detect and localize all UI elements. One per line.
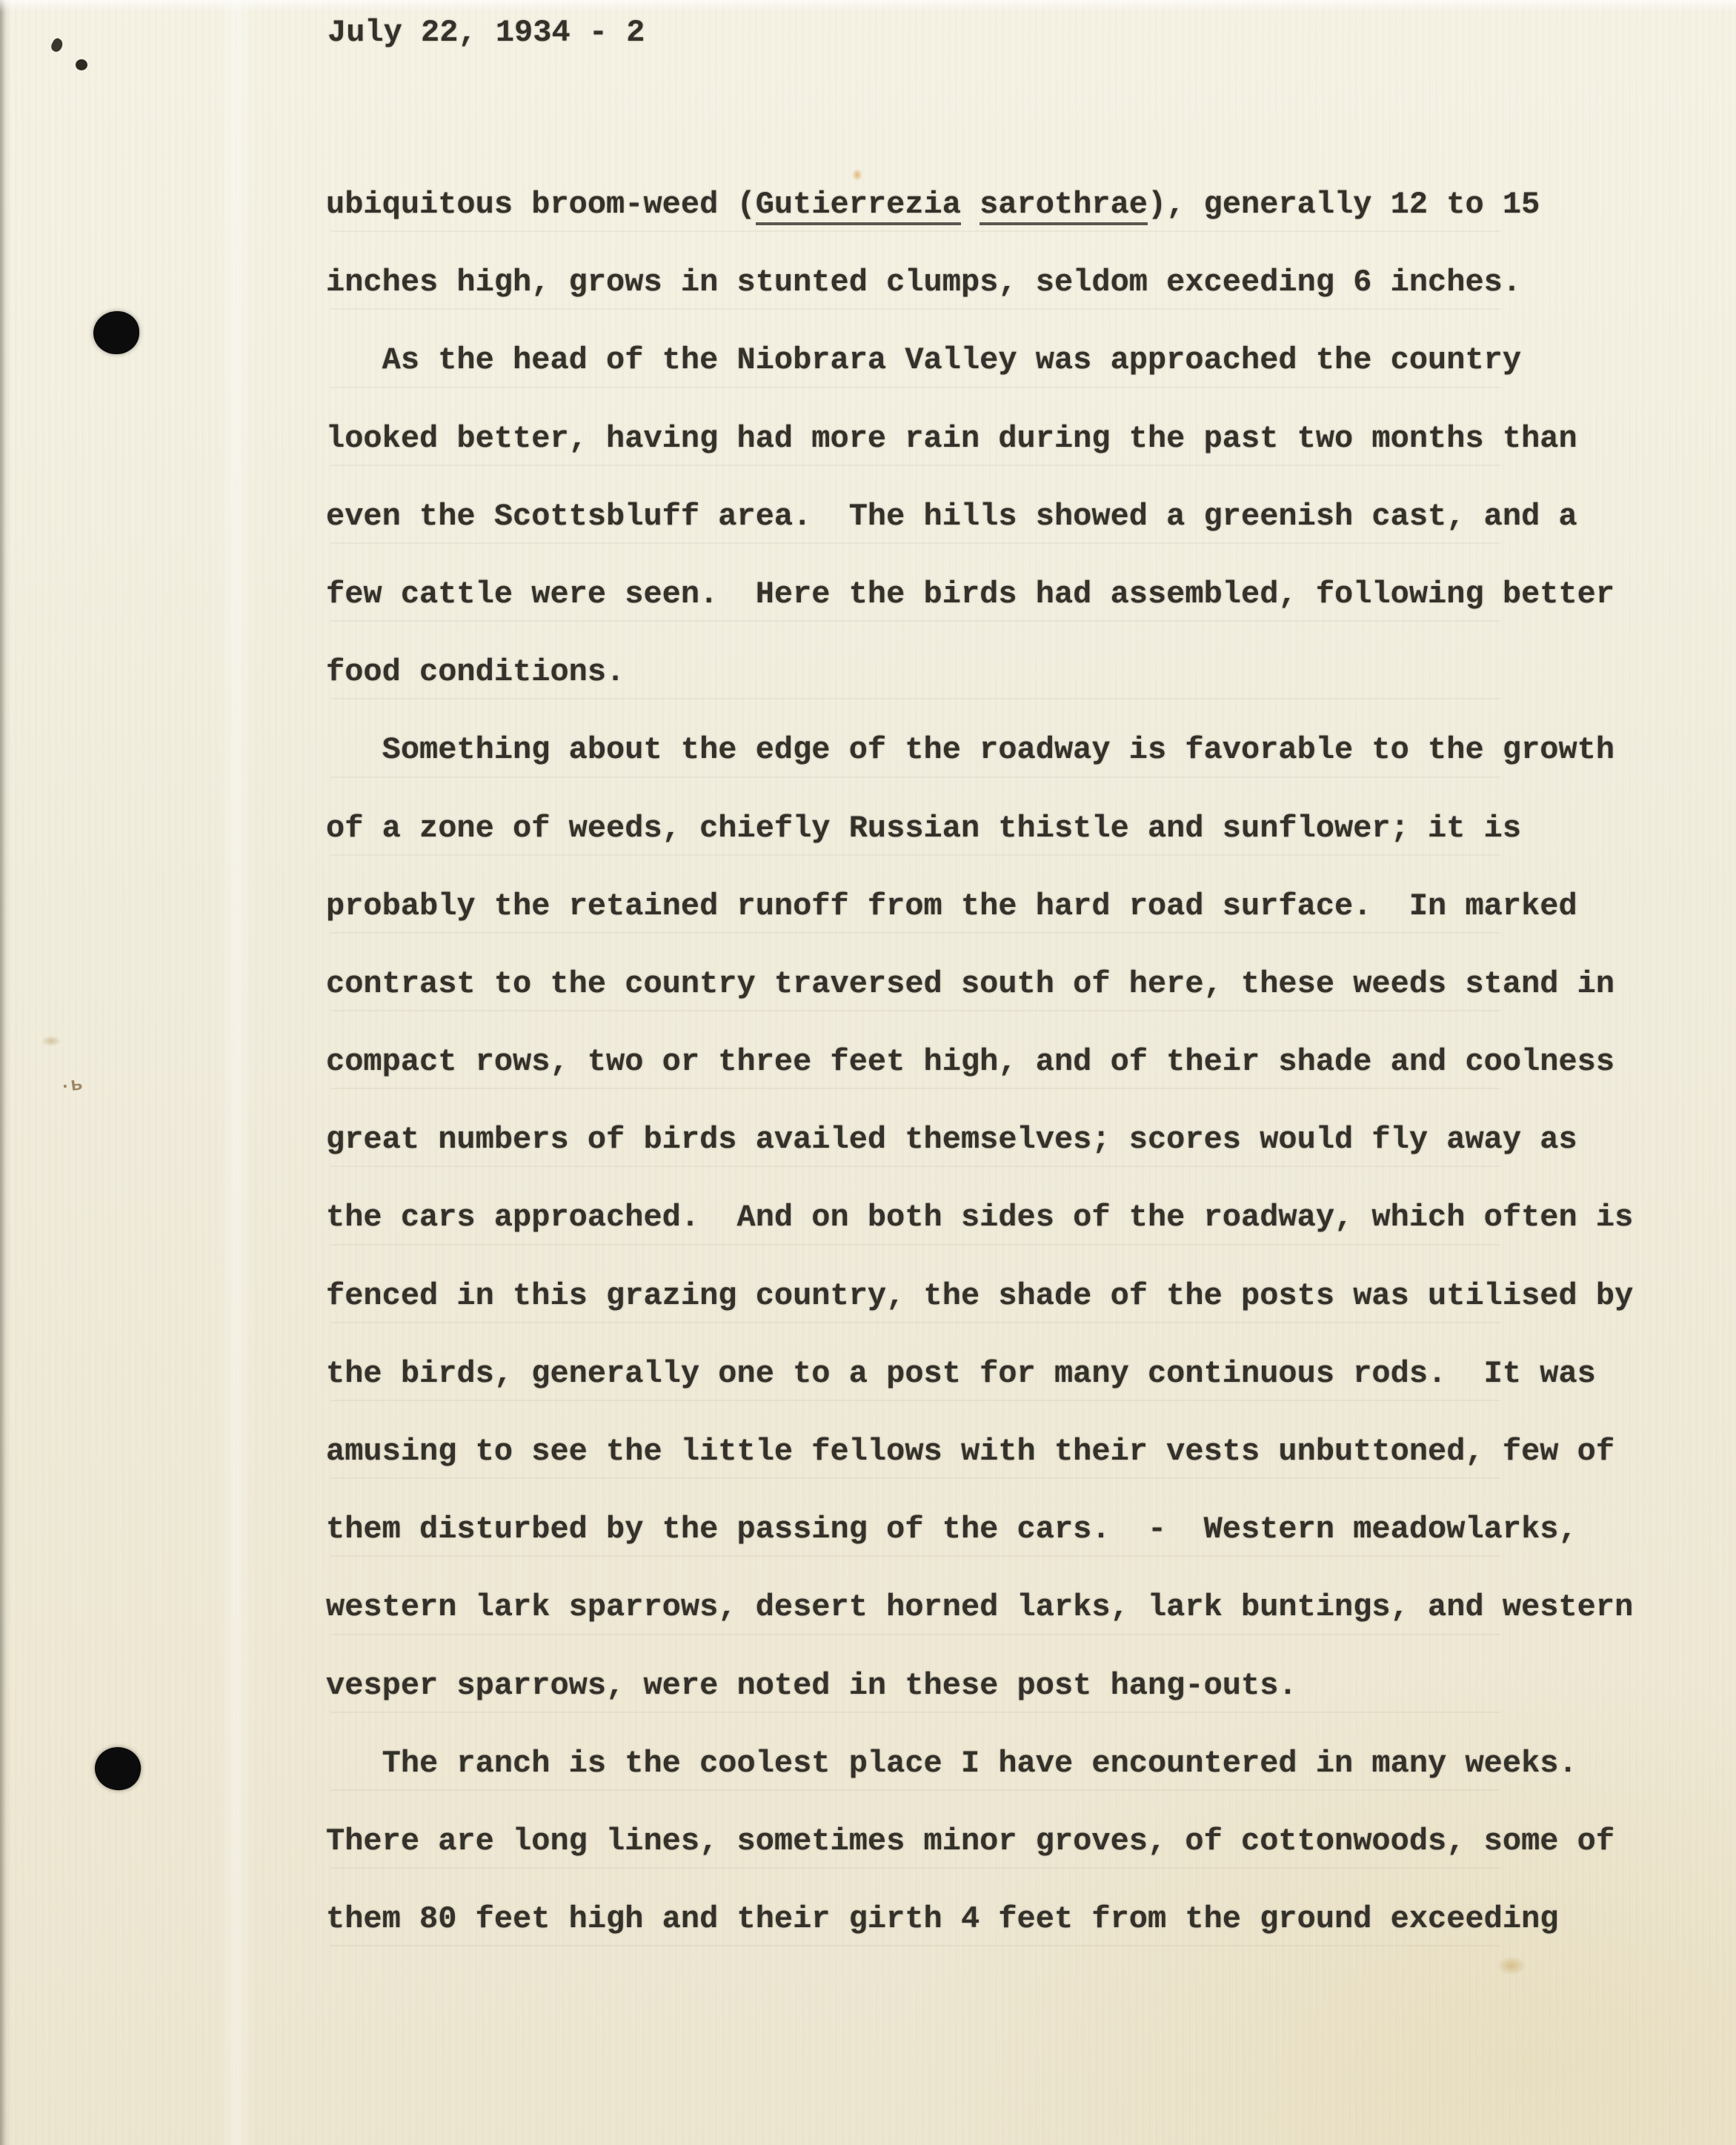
punch-hole-bottom [91,1743,145,1795]
text-line: the cars approached. And on both sides of the roadway, which often is [326,1179,1692,1257]
paper-stain [1497,1956,1526,1975]
text-line: fenced in this grazing country, the shade of the posts was utilised by [326,1257,1692,1335]
text-line: Something about the edge of the roadway is favorable to the growth [326,711,1692,789]
text-line: them disturbed by the passing of the cars. - Western meadowlarks, [326,1491,1692,1569]
ink-speck [50,37,65,53]
text-line: ubiquitous broom-weed (Gutierrezia sarothrae), generally 12 to 15 [326,166,1692,244]
text-line: As the head of the Niobrara Valley was approached the country [326,322,1692,399]
text-line: the birds, generally one to a post for many continuous rods. It was [326,1335,1692,1413]
text-line: few cattle were seen. Here the birds had assembled, following better [326,556,1692,633]
text-line: inches high, grows in stunted clumps, seldom exceeding 6 inches. [326,244,1692,322]
ink-speck [76,59,87,70]
scan-edge-shadow [0,0,10,2145]
text-line: amusing to see the little fellows with their vests unbuttoned, few of [326,1413,1692,1491]
punch-hole-top [93,311,139,354]
text-line: contrast to the country traversed south of here, these weeds stand in [326,945,1692,1023]
text-line: The ranch is the coolest place I have encountered in many weeks. [326,1725,1692,1803]
text-line: compact rows, two or three feet high, and of their shade and coolness [326,1023,1692,1101]
text-line: even the Scottsbluff area. The hills showed a greenish cast, and a [326,478,1692,556]
text-line: of a zone of weeds, chiefly Russian thistle and sunflower; it is [326,790,1692,868]
text-line: vesper sparrows, were noted in these post hang-outs. [326,1647,1692,1725]
text-line: looked better, having had more rain during the past two months than [326,400,1692,478]
text-line: food conditions. [326,633,1692,711]
text-line: There are long lines, sometimes minor groves, of cottonwoods, some of [326,1803,1692,1880]
page-header-date: July 22, 1934 - 2 [327,15,645,50]
paper-stain [41,1036,61,1046]
text-line: western lark sparrows, desert horned larks, lark buntings, and western [326,1569,1692,1646]
text-line: great numbers of birds availed themselves; scores would fly away as [326,1101,1692,1179]
paper-fold-highlight [219,0,253,2145]
underlined-species-name: Gutierrezia [756,187,961,225]
text-line: probably the retained runoff from the hard road surface. In marked [326,868,1692,945]
brown-smudge: ·ь [58,1073,84,1099]
text-block [326,166,1692,1958]
underlined-species-name: sarothrae [980,187,1148,225]
text-line: them 80 feet high and their girth 4 feet from the ground exceeding [326,1880,1692,1958]
scan-edge-highlight [0,0,1736,12]
